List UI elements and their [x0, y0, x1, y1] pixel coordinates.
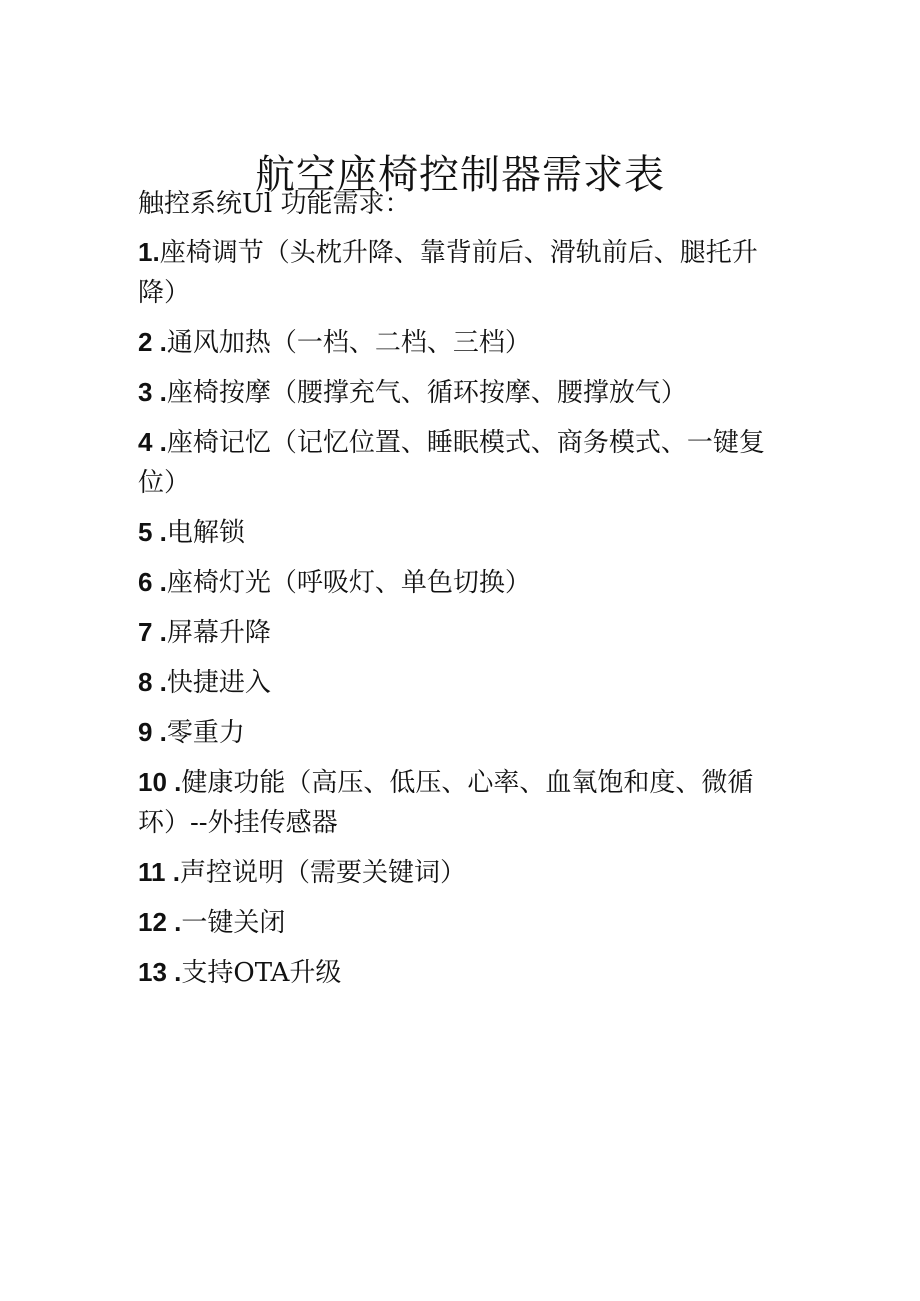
- item-number: 9 .: [138, 717, 167, 747]
- list-item: [138, 372, 788, 413]
- list-item: [138, 562, 788, 603]
- item-text: 电解锁: [166, 518, 245, 548]
- list-item: [138, 902, 788, 943]
- list-item: [138, 762, 788, 843]
- item-text: 通风加热（一档、二档、三档）: [166, 328, 531, 358]
- list-item: [138, 232, 788, 313]
- item-text: 声控说明（需要关键词）: [179, 858, 466, 888]
- item-number: 13 .: [138, 957, 182, 987]
- list-item: [138, 612, 788, 653]
- item-text: 座椅灯光（呼吸灯、单色切换）: [166, 568, 531, 598]
- item-number: 2 .: [138, 327, 167, 357]
- list-item: [138, 712, 788, 753]
- item-number: 11 .: [138, 857, 180, 887]
- item-text: 快捷进入: [166, 668, 271, 698]
- item-text: 座椅调节（头枕升降、靠背前后、滑轨前后、腿托升降）: [138, 238, 758, 308]
- item-number: 10 .: [138, 767, 182, 797]
- list-item: [138, 952, 788, 993]
- item-number: 12 .: [138, 907, 182, 937]
- section-subtitle: 触控系统Ul 功能需求：: [138, 189, 411, 219]
- requirements-list: [138, 232, 788, 1002]
- list-item: [138, 852, 788, 893]
- item-number: 1.: [138, 237, 160, 267]
- item-number: 5 .: [138, 517, 167, 547]
- item-text: 座椅记忆（记忆位置、睡眠模式、商务模式、一键复位）: [138, 428, 765, 498]
- page-title: 航空座椅控制器需求表: [255, 151, 665, 198]
- item-text: 屏幕升降: [166, 618, 271, 648]
- item-number: 6 .: [138, 567, 167, 597]
- item-text: 一键关闭: [181, 908, 286, 938]
- item-text: 座椅按摩（腰撑充气、循环按摩、腰撑放气）: [166, 378, 687, 408]
- list-item: [138, 422, 788, 503]
- list-item: [138, 662, 788, 703]
- item-number: 4 .: [138, 427, 167, 457]
- item-text: 支持OTA升级: [181, 958, 342, 988]
- item-number: 7 .: [138, 617, 167, 647]
- item-number: 8 .: [138, 667, 167, 697]
- item-number: 3 .: [138, 377, 167, 407]
- list-item: [138, 512, 788, 553]
- item-text: 零重力: [166, 718, 245, 748]
- list-item: [138, 322, 788, 363]
- item-text: 健康功能（高压、低压、心率、血氧饱和度、微循环）--外挂传感器: [138, 768, 754, 838]
